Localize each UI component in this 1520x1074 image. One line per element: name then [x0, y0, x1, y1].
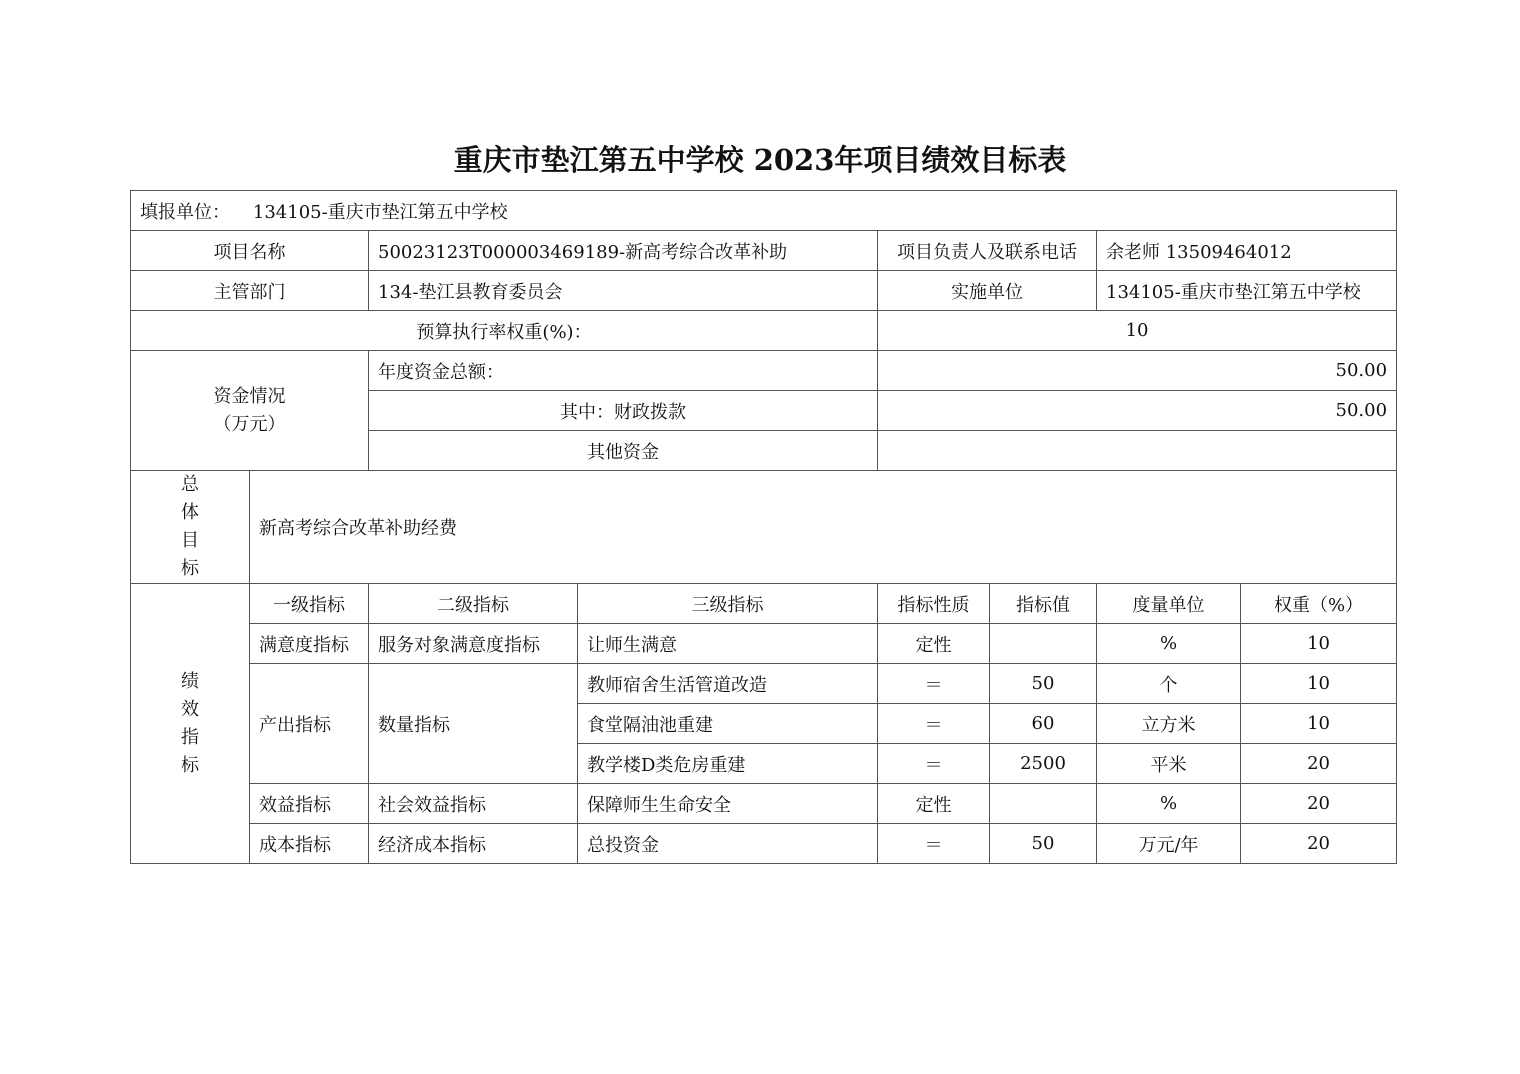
funds-other-label: 其他资金: [369, 431, 878, 471]
level1-cell: 成本指标: [250, 824, 369, 864]
level2-cell: 服务对象满意度指标: [369, 624, 578, 664]
level1-cell: 效益指标: [250, 784, 369, 824]
reporting-unit-value: 134105-重庆市垫江第五中学校: [252, 201, 508, 223]
overall-goal-row: [131, 471, 1397, 584]
value-cell: [990, 784, 1097, 824]
header-nature: 指标性质: [878, 584, 990, 624]
unit-cell: 万元/年: [1097, 824, 1241, 864]
overall-goal-label-char: 目: [181, 530, 199, 551]
project-name-label: 项目名称: [131, 231, 369, 271]
department-label: 主管部门: [131, 271, 369, 311]
indicator-header-row: [131, 584, 1397, 624]
reporting-unit-label: 填报单位：: [140, 201, 230, 223]
funds-label-line2: （万元）: [213, 413, 286, 435]
project-name-row: [131, 231, 1397, 271]
header-level2: 二级指标: [369, 584, 578, 624]
unit-cell: 个: [1097, 664, 1241, 704]
overall-goal-value: 新高考综合改革补助经费: [250, 471, 1397, 584]
nature-cell: 定性: [878, 624, 990, 664]
level2-cell: 数量指标: [369, 664, 578, 784]
contact-value: 余老师 13509464012: [1097, 231, 1397, 271]
value-cell: 2500: [990, 744, 1097, 784]
header-level1: 一级指标: [250, 584, 369, 624]
level3-cell: 食堂隔油池重建: [578, 704, 878, 744]
level1-cell: 满意度指标: [250, 624, 369, 664]
implementer-value: 134105-重庆市垫江第五中学校: [1097, 271, 1397, 311]
contact-label: 项目负责人及联系电话: [878, 231, 1097, 271]
header-unit: 度量单位: [1097, 584, 1241, 624]
weight-cell: 20: [1241, 744, 1397, 784]
indicators-label-char: 绩: [181, 670, 199, 692]
level1-cell: 产出指标: [250, 664, 369, 784]
funds-fiscal-value: 50.00: [878, 391, 1397, 431]
department-value: 134-垫江县教育委员会: [369, 271, 878, 311]
level3-cell: 总投资金: [578, 824, 878, 864]
table-row: [131, 664, 1397, 704]
overall-goal-label-char: 总: [181, 474, 199, 495]
weight-cell: 20: [1241, 824, 1397, 864]
level3-cell: 保障师生生命安全: [578, 784, 878, 824]
funds-label: [131, 351, 369, 471]
nature-cell: ＝: [878, 744, 990, 784]
value-cell: [990, 624, 1097, 664]
budget-weight-label: 预算执行率权重(%)：: [131, 311, 878, 351]
header-weight: 权重（%）: [1241, 584, 1397, 624]
reporting-unit-row: [131, 191, 1397, 231]
level2-cell: 经济成本指标: [369, 824, 578, 864]
level2-cell: 社会效益指标: [369, 784, 578, 824]
nature-cell: ＝: [878, 824, 990, 864]
reporting-unit-cell: [131, 191, 1397, 231]
department-row: [131, 271, 1397, 311]
performance-target-table: [130, 190, 1397, 864]
level3-cell: 让师生满意: [578, 624, 878, 664]
unit-cell: 立方米: [1097, 704, 1241, 744]
value-cell: 50: [990, 824, 1097, 864]
unit-cell: %: [1097, 624, 1241, 664]
weight-cell: 10: [1241, 624, 1397, 664]
header-level3: 三级指标: [578, 584, 878, 624]
funds-total-value: 50.00: [878, 351, 1397, 391]
weight-cell: 10: [1241, 664, 1397, 704]
indicators-label-char: 指: [181, 726, 199, 748]
funds-other-value: [878, 431, 1397, 471]
value-cell: 60: [990, 704, 1097, 744]
indicators-label-char: 效: [181, 698, 199, 720]
funds-total-row: [131, 351, 1397, 391]
table-row: [131, 824, 1397, 864]
level3-cell: 教师宿舍生活管道改造: [578, 664, 878, 704]
weight-cell: 20: [1241, 784, 1397, 824]
budget-weight-row: [131, 311, 1397, 351]
table-row: [131, 624, 1397, 664]
implementer-label: 实施单位: [878, 271, 1097, 311]
value-cell: 50: [990, 664, 1097, 704]
project-name-value: 50023123T000003469189-新高考综合改革补助: [369, 231, 878, 271]
budget-weight-value: 10: [878, 311, 1397, 351]
nature-cell: ＝: [878, 664, 990, 704]
overall-goal-label: [131, 471, 250, 584]
funds-label-line1: 资金情况: [213, 385, 286, 407]
weight-cell: 10: [1241, 704, 1397, 744]
unit-cell: 平米: [1097, 744, 1241, 784]
overall-goal-label-char: 标: [181, 558, 199, 579]
funds-fiscal-label: 其中：财政拨款: [369, 391, 878, 431]
indicators-label-char: 标: [181, 754, 199, 776]
funds-total-label: 年度资金总额：: [369, 351, 878, 391]
nature-cell: 定性: [878, 784, 990, 824]
level3-cell: 教学楼D类危房重建: [578, 744, 878, 784]
unit-cell: %: [1097, 784, 1241, 824]
page-title: 重庆市垫江第五中学校 2023年项目绩效目标表: [453, 143, 1067, 177]
table-row: [131, 784, 1397, 824]
overall-goal-label-char: 体: [181, 502, 199, 523]
header-value: 指标值: [990, 584, 1097, 624]
indicators-label: [131, 584, 250, 864]
nature-cell: ＝: [878, 704, 990, 744]
